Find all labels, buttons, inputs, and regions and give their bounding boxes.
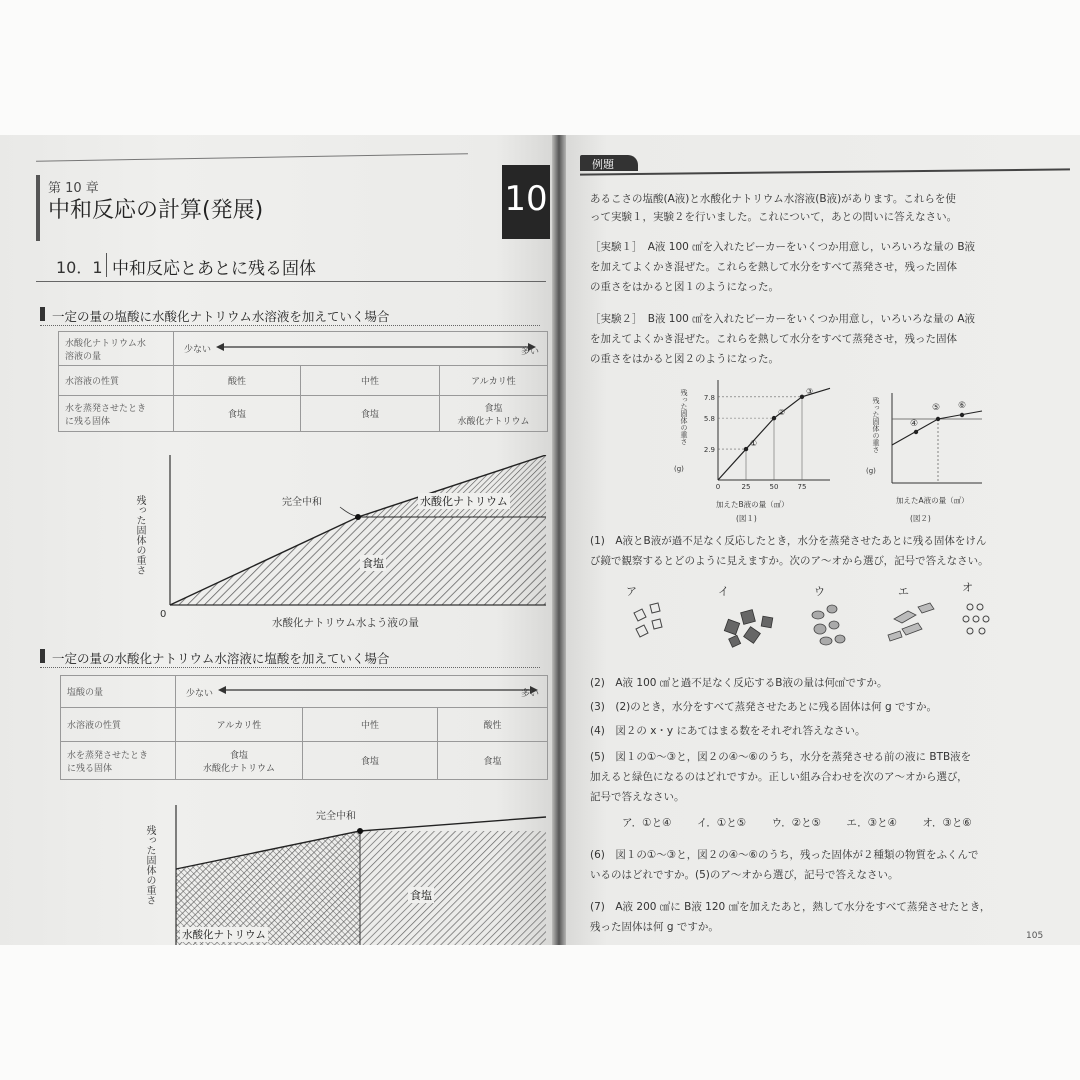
fig1-caption: (図１) bbox=[736, 514, 757, 523]
case1-heading: 一定の量の塩酸に水酸化ナトリウム水溶液を加えていく場合 bbox=[52, 309, 390, 324]
fig1-yunit: (g) bbox=[674, 465, 684, 473]
case2-row3-header: 水を蒸発させたとき に残る固体 bbox=[61, 742, 176, 780]
fig1-xtick-label: 50 bbox=[769, 483, 779, 491]
case2-double-arrow bbox=[218, 683, 538, 697]
right-page bbox=[566, 135, 1080, 945]
section-underline bbox=[36, 281, 546, 282]
option-o-label: オ bbox=[962, 581, 973, 594]
fig1-xtick-label: 25 bbox=[741, 483, 751, 491]
case2-row2-header: 水溶液の性質 bbox=[61, 708, 176, 742]
case1-ylabel: 残った固体の重さ bbox=[134, 495, 145, 575]
q6-line-2: いるのはどれですか。(5)のア〜オから選び，記号で答えなさい。 bbox=[590, 869, 899, 881]
section-number: 10．1 bbox=[56, 258, 103, 277]
crystal-images bbox=[626, 595, 1026, 655]
fig1-point bbox=[800, 395, 804, 399]
q5-option-a: ア．①と④ bbox=[622, 817, 672, 829]
case2-neutral-point bbox=[357, 828, 363, 834]
chapter-label: 第 10 章 bbox=[48, 181, 99, 196]
case1-table bbox=[58, 331, 548, 432]
case1-row3-header: 水を蒸発させたとき に残る固体 bbox=[59, 396, 174, 432]
case1-graph bbox=[150, 455, 550, 635]
fig2-chart bbox=[886, 393, 996, 493]
case2-point-label: 完全中和 bbox=[316, 811, 356, 822]
case2-cell-solid2: 食塩 bbox=[303, 742, 438, 780]
case1-low-label: 少ない bbox=[184, 345, 212, 355]
left-page bbox=[0, 135, 552, 945]
option-a-label: ア bbox=[626, 585, 637, 598]
q4: (4) 図２の x・y にあてはまる数をそれぞれ答えなさい。 bbox=[590, 725, 866, 737]
exp2-line-3: の重さをはかると図２のようになった。 bbox=[590, 353, 779, 365]
case2-naoh-label: 水酸化ナトリウム bbox=[182, 929, 266, 941]
q1-line-1: (1) A液とB液が過不足なく反応したとき，水分を蒸発させたあとに残る固体をけん bbox=[590, 535, 987, 547]
chapter-number: 10 bbox=[504, 179, 548, 219]
exp1-line-1: ［実験１］ A液 100 ㎤を入れたビーカーをいくつか用意し，いろいろな量の B液 bbox=[590, 241, 976, 253]
option-e-label: エ bbox=[898, 585, 909, 598]
q7-line-2: 残った固体は何 g ですか。 bbox=[590, 921, 719, 933]
example-top-rule bbox=[580, 168, 1070, 175]
example-tag-label: 例題 bbox=[592, 158, 614, 171]
option-u-label: ウ bbox=[814, 585, 825, 598]
case1-xlabel: 水酸化ナトリウム水よう液の量 bbox=[272, 617, 419, 629]
q5-option-u: ウ．②と⑤ bbox=[771, 817, 822, 829]
fig2-ylabel: 残った固体の重さ bbox=[872, 397, 880, 453]
case1-neutral-point bbox=[355, 514, 361, 520]
case1-cell-solid3: 食塩 水酸化ナトリウム bbox=[440, 396, 548, 432]
open-book bbox=[0, 135, 1080, 945]
case1-row2-header: 水溶液の性質 bbox=[59, 366, 174, 396]
fig2-point-6 bbox=[960, 413, 964, 417]
case1-row1-header: 水酸化ナトリウム水 溶液の量 bbox=[59, 332, 174, 366]
page-number: 105 bbox=[1026, 931, 1044, 941]
crystal-i-image bbox=[724, 610, 772, 648]
chapter-header-bar bbox=[36, 175, 40, 241]
fig1-ytick-label: 7.8 bbox=[703, 393, 715, 402]
fig2-point-5 bbox=[936, 417, 940, 421]
crystal-o-image bbox=[963, 604, 989, 634]
fig1-ytick-label: 2.9 bbox=[703, 446, 715, 455]
exp2-line-2: を加えてよくかき混ぜた。これらを熱して水分をすべて蒸発させ，残った固体 bbox=[590, 333, 957, 345]
case1-salt-label: 食塩 bbox=[362, 557, 384, 570]
q1-line-2: び鏡で観察するとどのように見えますか。次のア〜オから選び，記号で答えなさい。 bbox=[590, 555, 989, 567]
option-i-label: イ bbox=[718, 585, 729, 598]
q5-options bbox=[622, 815, 972, 830]
case2-graph bbox=[170, 805, 550, 945]
case2-cell-solid1: 食塩 水酸化ナトリウム bbox=[176, 742, 303, 780]
fig1-xlabel: 加えたB液の量（㎤） bbox=[716, 500, 789, 509]
case1-salt-region bbox=[170, 517, 546, 605]
q6-line-1: (6) 図１の①〜③と，図２の④〜⑥のうち，残った固体が２種類の物質をふくんで bbox=[590, 849, 979, 861]
case2-amount-arrow-cell bbox=[176, 676, 548, 708]
fig1-xtick-label: 0 bbox=[715, 483, 721, 491]
fig1-point bbox=[772, 416, 776, 420]
case1-cell-solid1: 食塩 bbox=[174, 396, 301, 432]
fig2-point-4 bbox=[914, 430, 918, 434]
q5-line-1: (5) 図１の①〜③と，図２の④〜⑥のうち，水分を蒸発させる前の液に BTB液を bbox=[590, 751, 972, 763]
exp1-line-3: の重さをはかると図１のようになった。 bbox=[590, 281, 779, 293]
fig1-xtick-label: 75 bbox=[797, 483, 807, 491]
fig2-xlabel: 加えたA液の量（㎤） bbox=[896, 496, 969, 505]
fig2-point-label-5: ⑤ bbox=[932, 403, 941, 413]
fig2-line bbox=[892, 411, 982, 445]
case2-row1-header: 塩酸の量 bbox=[61, 676, 176, 708]
fig1-ylabel: 残った固体の重さ bbox=[680, 389, 688, 445]
case2-salt-label: 食塩 bbox=[410, 889, 432, 902]
case2-ylabel: 残った固体の重さ bbox=[144, 825, 155, 905]
case1-cell-solid2: 食塩 bbox=[301, 396, 440, 432]
fig1-point bbox=[744, 447, 748, 451]
section-divider bbox=[106, 253, 107, 277]
case1-origin: 0 bbox=[160, 609, 167, 620]
fig1-chart bbox=[696, 380, 846, 500]
case2-table bbox=[60, 675, 548, 780]
exp2-line-1: ［実験２］ B液 100 ㎤を入れたビーカーをいくつか用意し，いろいろな量の A液 bbox=[590, 313, 976, 325]
intro-line-1: あるこさの塩酸(A液)と水酸化ナトリウム水溶液(B液)があります。これらを使 bbox=[590, 193, 956, 205]
section-title: 中和反応とあとに残る固体 bbox=[112, 259, 316, 279]
case1-naoh-label: 水酸化ナトリウム bbox=[420, 495, 508, 508]
chapter-title: 中和反応の計算(発展) bbox=[48, 198, 264, 223]
chapter-header-line bbox=[36, 153, 468, 162]
case2-heading: 一定の量の水酸化ナトリウム水溶液に塩酸を加えていく場合 bbox=[52, 651, 390, 666]
q3: (3) (2)のとき，水分をすべて蒸発させたあとに残る固体は何 g ですか。 bbox=[590, 701, 937, 713]
case2-heading-marker bbox=[40, 649, 45, 663]
case2-cell-acidic: 酸性 bbox=[438, 708, 548, 742]
crystal-a-image bbox=[634, 603, 662, 637]
q7-line-1: (7) A液 200 ㎤に B液 120 ㎤を加えたあと，熱して水分をすべて蒸発させたとき， bbox=[590, 901, 991, 913]
q2: (2) A液 100 ㎤と過不足なく反応するB液の量は何㎤ですか。 bbox=[590, 677, 888, 689]
crystal-u-image bbox=[812, 605, 845, 645]
case2-high-label: 多い bbox=[520, 689, 539, 699]
fig2-yunit: (g) bbox=[866, 467, 876, 475]
q5-option-i: イ．①と⑤ bbox=[696, 817, 747, 829]
case2-cell-neutral: 中性 bbox=[303, 708, 438, 742]
case1-point-label: 完全中和 bbox=[282, 497, 322, 508]
case1-high-label: 多い bbox=[520, 347, 539, 357]
crystal-e-image bbox=[888, 603, 934, 641]
q5-option-e: エ．③と④ bbox=[846, 817, 898, 829]
book-gutter bbox=[552, 135, 566, 945]
intro-line-2: って実験１，実験２を行いました。これについて，あとの問いに答えなさい。 bbox=[590, 211, 958, 223]
case2-low-label: 少ない bbox=[186, 689, 214, 699]
fig2-caption: (図２) bbox=[910, 514, 931, 523]
case1-cell-alkaline: アルカリ性 bbox=[440, 366, 548, 396]
case1-double-arrow bbox=[216, 340, 536, 354]
exp1-line-2: を加えてよくかき混ぜた。これらを熱して水分をすべて蒸発させ，残った固体 bbox=[590, 261, 957, 273]
fig2-point-label-6: ⑥ bbox=[958, 401, 967, 411]
q5-line-3: 記号で答えなさい。 bbox=[590, 791, 685, 803]
q5-option-o: オ．③と⑥ bbox=[922, 817, 972, 829]
fig1-point-label: ③ bbox=[806, 386, 814, 396]
case2-cell-solid3: 食塩 bbox=[438, 742, 548, 780]
fig2-point-label-4: ④ bbox=[910, 419, 919, 429]
case2-cell-alkaline: アルカリ性 bbox=[176, 708, 303, 742]
case1-cell-neutral: 中性 bbox=[301, 366, 440, 396]
case1-heading-marker bbox=[40, 307, 45, 321]
fig1-point-label: ① bbox=[750, 439, 758, 449]
case1-cell-acidic: 酸性 bbox=[174, 366, 301, 396]
fig1-ytick-label: 5.8 bbox=[703, 415, 715, 424]
case1-amount-arrow-cell bbox=[174, 332, 548, 366]
q5-line-2: 加えると緑色になるのはどれですか。正しい組み合わせを次のア〜オから選び， bbox=[590, 771, 968, 783]
fig1-point-label: ② bbox=[778, 408, 786, 418]
